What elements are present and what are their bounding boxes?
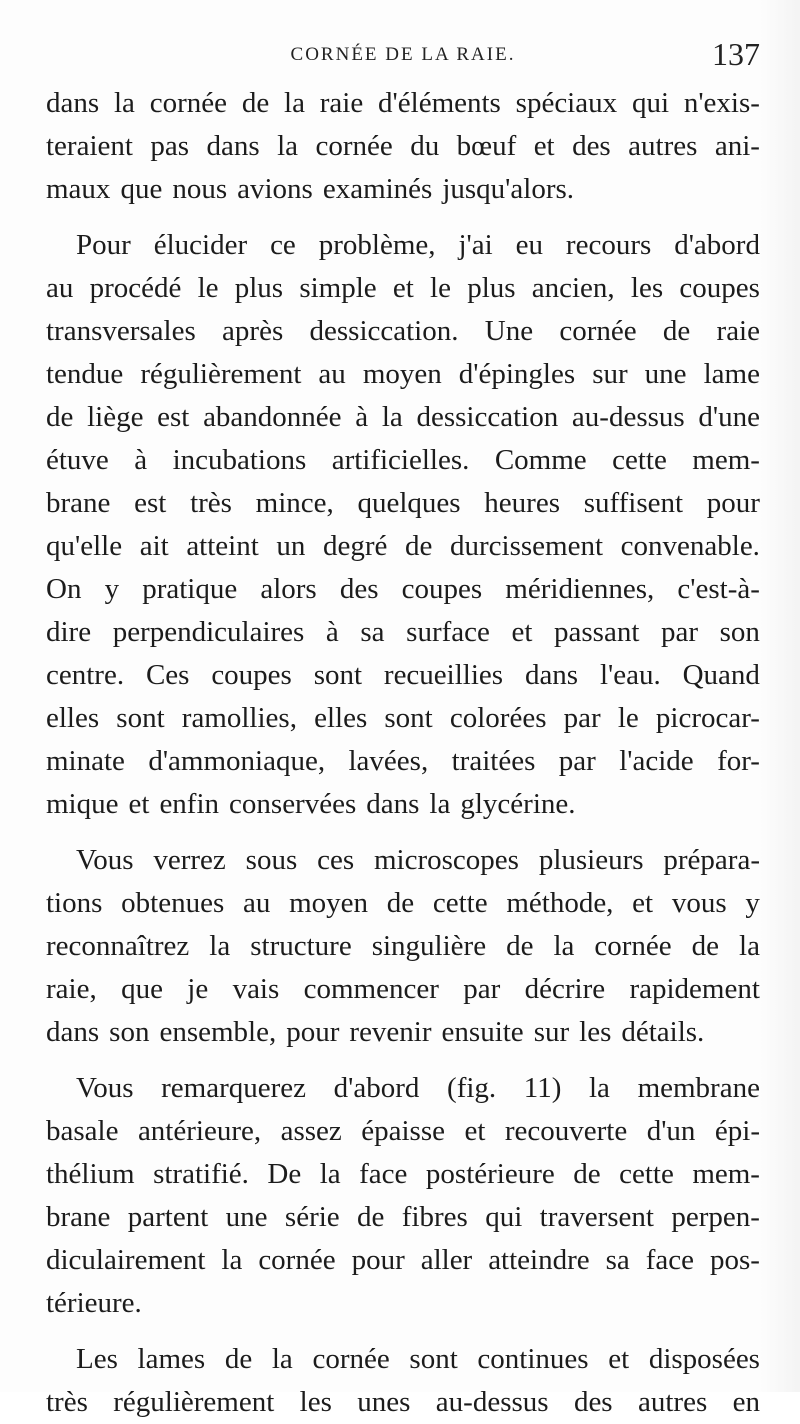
paragraph [46,1338,760,1424]
text-line: minate d'ammoniaque, lavées, traitées par l'acide for- [46,745,760,777]
text-line: tendue régulièrement au moyen d'épingles sur une lame [46,358,760,390]
text-line: dans la cornée de la raie d'éléments spéciaux qui n'exis- [46,87,760,119]
text-line: Pour élucider ce problème, j'ai eu recours d'abord [76,229,760,261]
text-line: maux que nous avions examinés jusqu'alors. [46,173,575,205]
text-line: centre. Ces coupes sont recueillies dans l'eau. Quand [46,659,760,691]
paragraph [46,1067,760,1325]
page-number: 137 [712,36,760,72]
text-line: brane est très mince, quelques heures suffisent pour [46,487,760,519]
running-head: CORNÉE DE LA RAIE. [290,44,516,65]
text-line: brane partent une série de fibres qui traversent perpen- [46,1201,760,1233]
text-line: transversales après dessiccation. Une cornée de raie [46,315,760,347]
text-line: de liège est abandonnée à la dessiccation au-dessus d'une [46,401,760,433]
paragraph [46,839,760,1054]
paragraph [46,224,760,826]
text-line: Vous remarquerez d'abord (fig. 11) la membrane [76,1072,760,1104]
text-line: reconnaîtrez la structure singulière de la cornée de la [46,930,760,962]
text-line: Vous verrez sous ces microscopes plusieurs prépara- [76,844,760,876]
text-line: raie, que je vais commencer par décrire rapidement [46,973,760,1005]
text-line: basale antérieure, assez épaisse et recouverte d'un épi- [46,1115,760,1147]
text-line: dans son ensemble, pour revenir ensuite sur les détails. [46,1016,705,1048]
text-line: térieure. [46,1287,142,1319]
text-line: Les lames de la cornée sont continues et disposées [76,1343,760,1375]
text-line: On y pratique alors des coupes méridiennes, c'est-à- [46,573,760,605]
text-line: diculairement la cornée pour aller atteindre sa face pos- [46,1244,760,1276]
text-line: qu'elle ait atteint un degré de durcissement convenable. [46,530,760,562]
text-line: tions obtenues au moyen de cette méthode, et vous y [46,887,760,919]
page-header [46,36,760,76]
text-line: thélium stratifié. De la face postérieure de cette mem- [46,1158,760,1190]
paragraph [46,82,760,211]
body-text [46,82,760,1424]
text-line: elles sont ramollies, elles sont colorées par le picrocar- [46,702,760,734]
bleed-through-shading [760,0,800,1392]
text-line: étuve à incubations artificielles. Comme cette mem- [46,444,760,476]
text-line: très régulièrement les unes au-dessus des autres en [46,1386,760,1418]
text-line: mique et enfin conservées dans la glycérine. [46,788,576,820]
text-line: dire perpendiculaires à sa surface et passant par son [46,616,760,648]
text-line: au procédé le plus simple et le plus ancien, les coupes [46,272,760,304]
text-line: teraient pas dans la cornée du bœuf et des autres ani- [46,130,760,162]
